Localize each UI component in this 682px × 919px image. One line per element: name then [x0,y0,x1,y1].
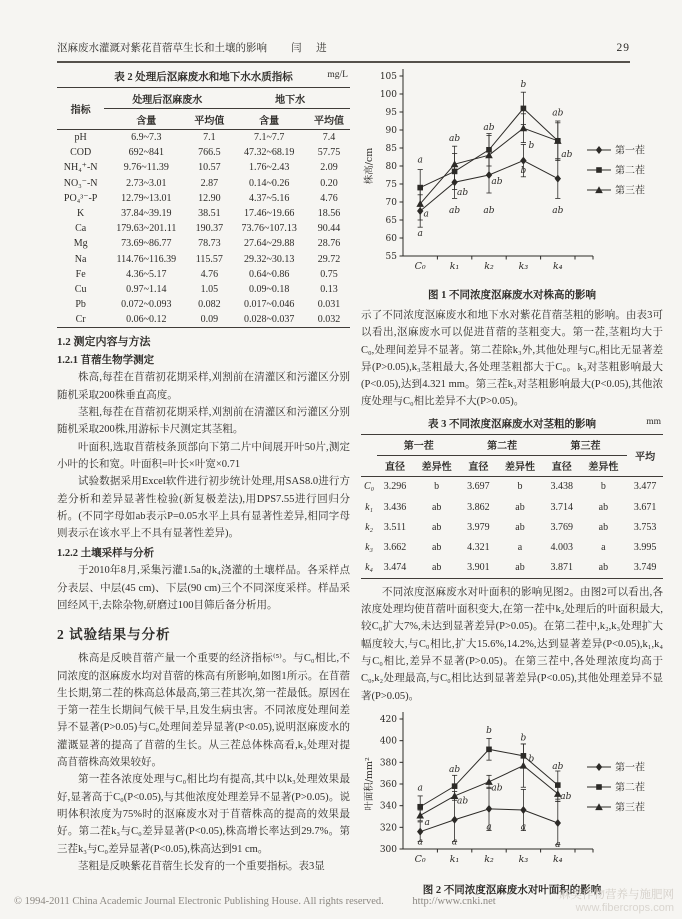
sig-letter: ab [483,123,495,133]
row-label: Pb [75,299,86,311]
table3-head [361,434,663,476]
figure1-caption: 图 1 不同浓度沤麻废水对株高的影响 [428,290,596,301]
y-tick-label: 400 [379,736,397,747]
cell: 12.79~13.01 [121,192,172,204]
sig-letter: ab [552,108,564,119]
legend-label: 第二茬 [615,165,645,177]
x-category-label: k₃ [518,853,529,865]
table3-subheader: 直径 [377,455,413,476]
cell: 4.003 [550,541,573,553]
cell: 4.76 [200,268,219,280]
table3-group-cut2: 第二茬 [460,434,543,455]
row-label: Mg [73,238,88,250]
marker-diamond [417,827,423,835]
cell: 3.862 [467,501,490,513]
sig-letter: a [520,822,527,833]
figure2-line-chart [361,709,663,881]
sig-letter: a [417,155,423,166]
cell: 0.09~0.18 [248,283,290,295]
marker-diamond [596,763,602,771]
marker-triangle [520,124,528,131]
cell: 9.76~11.39 [123,162,169,174]
y-tick-label: 55 [385,252,397,262]
y-tick-label: 340 [379,801,397,812]
cell: 7.4 [322,132,336,144]
cell: 0.97~1.14 [126,283,167,295]
cell: 57.75 [317,147,341,159]
table-row [57,252,350,267]
cell: 114.76~116.39 [116,253,177,265]
sig-letter: b [528,754,535,765]
heading-2: 2 试验结果与分析 [57,627,171,643]
cell: ab [598,521,609,533]
y-tick-label: 90 [385,126,397,136]
cell: 3.871 [550,562,573,574]
cell: 0.64~0.86 [248,268,290,280]
table-row [57,191,350,206]
paragraph: 茎粗,每茬在苜蓿初花期采样,刈割前在清灌区和污灌区分别随机采取200株,用游标卡尺测定其茎粗。 [57,407,350,436]
cell: 27.64~29.88 [243,238,295,250]
row-label: Ca [75,223,87,235]
cell: ab [598,562,609,574]
cell: b [434,481,440,493]
cell: 10.57 [198,162,221,174]
cell: 2.87 [200,177,219,189]
cell: 0.031 [317,299,341,311]
cell: 2.73~3.01 [126,177,167,189]
cell: 3.901 [467,562,490,574]
x-category-label: k₂ [484,261,494,272]
cell: 3.662 [383,541,407,553]
cell: 3.995 [633,541,657,553]
sig-letter: b [528,141,535,151]
marker-diamond [596,146,602,154]
row-label: k₃ [365,541,374,553]
x-category-label: k₃ [518,261,529,272]
row-label: pH [74,132,87,144]
table-row [361,497,663,517]
table2-subheader: 含量 [230,109,308,130]
cell: 179.63~201.11 [116,223,177,235]
cell: ab [431,521,442,533]
cell: 0.20 [320,177,338,189]
marker-diamond [520,806,526,814]
table3-body [361,476,663,578]
table3-subheader: 差异性 [496,455,544,476]
cell: ab [431,562,442,574]
page-number: 29 [616,42,630,54]
cell: 0.75 [320,268,338,280]
y-tick-label: 105 [379,72,397,82]
cell: 3.749 [633,562,657,574]
cell: 3.477 [633,481,657,493]
cell: 0.072~0.093 [121,299,172,311]
legend-label: 第二茬 [615,782,645,794]
table2-subheader: 含量 [104,109,188,130]
x-category-label: k₁ [449,853,460,865]
cell: 29.72 [317,253,341,265]
marker-square [521,106,527,112]
cell: 90.44 [317,223,341,235]
cell: 0.017~0.046 [243,299,295,311]
sig-letter: a [417,837,423,848]
watermark-site-url: www.fibercrops.com [575,902,674,914]
table3-subheader: 直径 [460,455,496,476]
table2-subheader: 平均值 [188,109,230,130]
sig-letter: ab [449,205,461,216]
cell: 28.76 [317,238,341,250]
sig-letter: a [417,229,423,240]
cell: 0.09 [200,314,219,326]
cell: 3.511 [383,521,407,533]
table3-avg-header: 平均 [627,434,663,476]
cell: 4.321 [467,541,490,553]
table-row [57,206,350,221]
legend-label: 第三茬 [615,802,645,814]
table-row [57,297,350,312]
marker-diamond [555,175,561,183]
footer [14,896,496,907]
cell: 4.76 [320,192,338,204]
figure1-line-chart [361,60,663,286]
cell: 0.082 [198,299,221,311]
figure2-caption: 图 2 不同浓度沤麻废水对叶面积的影响 [422,884,602,896]
sig-letter: a [451,837,458,848]
cell: 115.57 [195,253,223,265]
row-label: k₄ [365,562,374,574]
author-name: 闫 进 [291,43,333,54]
sig-letter: ab [491,177,503,187]
marker-diamond [451,816,457,824]
marker-square [596,167,602,173]
marker-diamond [520,157,526,165]
row-label: Cu [74,283,87,295]
cell: 7.1~7.7 [253,132,285,144]
cell: 0.14~0.26 [248,177,290,189]
cell: 37.84~39.19 [121,208,172,220]
x-category-label: C₀ [414,261,426,272]
cell: 29.32~30.13 [243,253,295,265]
table3-subheader: 直径 [544,455,580,476]
table2-caption-text: 表 2 处理后沤麻废水和地下水水质指标 [114,72,293,83]
marker-triangle [520,762,528,769]
cell: 7.1 [203,132,216,144]
sig-letter: a [486,822,492,833]
cell: 6.9~7.3 [131,132,162,144]
row-label: COD [70,147,92,159]
cell: 47.32~68.19 [243,147,295,159]
cell: 3.438 [550,481,573,493]
cell: 0.032 [317,314,341,326]
sig-letter: b [520,733,527,744]
y-tick-label: 85 [385,144,397,154]
sig-letter: ab [552,761,564,772]
cell: a [517,541,523,553]
y-axis-title: 叶面积/mm² [364,757,375,811]
cell: 766.5 [198,147,221,159]
row-label: C₀ [363,481,375,493]
sig-letter: a [424,817,430,828]
sig-letter: ab [457,187,469,198]
table3-unit: mm [646,416,661,427]
table-row [57,176,350,191]
table-row [361,537,663,557]
row-label: Cr [75,314,86,326]
table-row [57,145,350,160]
marker-triangle [416,811,424,818]
cell: 4.37~5.16 [248,192,290,204]
cell: 1.76~2.43 [248,162,290,174]
table3-caption [361,416,663,431]
paragraph: 叶面积,选取苜蓿枝条顶部向下第二片中间展开叶50片,测定小叶的长和宽。叶面积=叶长×叶宽×0.71 [57,441,350,470]
paragraph: 不同浓度沤麻废水对叶面积的影响见图2。由图2可以看出,各浓度处理均使苜蓿叶面积变大,在第一茬中k₂处理后的叶面积最大,较C₀扩大7%,未达到显著差异(P>0.05)。在第二茬中,k₂,k₃处理扩大幅度较大,与C₀相比,扩大15.6%,14.2%,达到显著差异(P<0.05),k₁,k₄与C₀相比,差异不显著(P>0.05)。在第三茬中,各处理浓度均高于C₀,k₂处理最高,与C₀相比达到显著差异(P<0.05),其他处理差异不显著(P>0.05)。 [361,586,663,702]
figure2 [361,709,663,897]
table2-head [57,88,350,130]
paragraph: 茎粗是反映紫花苜蓿生长发育的一个重要指标。表3显 [78,860,325,872]
x-category-label: k₄ [553,853,563,865]
table-row [361,476,663,497]
paragraph: 株高,每茬在苜蓿初花期采样,刈割前在清灌区和污灌区分别随机采取200株垂直高度。 [57,372,350,401]
row-label: PO₄³⁻-P [63,192,98,204]
cell: ab [515,521,525,533]
cell: 17.46~19.66 [243,208,295,220]
table2-caption [57,69,350,84]
cell: a [601,541,606,553]
sig-letter: ab [561,150,573,160]
y-tick-label: 60 [385,234,397,244]
cell: 73.69~86.77 [121,238,172,250]
cell: ab [515,501,525,513]
figure1 [361,60,663,302]
y-tick-label: 75 [385,180,397,190]
cell: 3.979 [467,521,490,533]
row-label: K [77,208,85,220]
table-row [57,130,350,146]
table3-subheader: 差异性 [413,455,461,476]
sig-letter: ab [457,796,469,807]
sig-letter: ab [491,783,503,794]
table3-group-cut3: 第三茬 [544,434,627,455]
table3-subheader: 差异性 [580,455,628,476]
row-label: k₁ [365,501,374,513]
cell: 0.028~0.037 [243,314,295,326]
y-tick-label: 80 [385,162,397,172]
marker-square [452,783,458,789]
cell: 38.51 [198,208,221,220]
x-category-label: k₂ [484,853,494,865]
cnki-url: http://www.cnki.net [412,896,496,907]
sig-letter: a [423,209,429,220]
heading-1-2: 1.2 测定内容与方法 [57,336,151,349]
sig-letter: a [417,783,423,794]
table2-subheader: 平均值 [308,109,350,130]
sig-letter: b [520,79,527,90]
cell: 73.76~107.13 [241,223,297,235]
table-row [57,267,350,282]
cell: 3.697 [467,481,490,493]
cell: 3.474 [383,562,407,574]
marker-diamond [486,805,492,813]
table-water-quality [57,87,350,328]
sig-letter: b [486,725,492,736]
table2-group-groundwater: 地下水 [230,88,350,109]
y-tick-label: 420 [379,714,397,725]
marker-square [417,804,423,810]
row-label: Fe [75,268,86,280]
y-tick-label: 70 [385,198,397,208]
sig-letter: ab [449,133,461,144]
marker-square [596,784,602,790]
y-tick-label: 360 [379,779,397,790]
table-row [57,236,350,251]
paragraph: 株高是反映苜蓿产量一个重要的经济指标⁽⁵⁾。与C₀相比,不同浓度的沤麻废水均对苜蓿的株高有所影响,如图1所示。在苜蓿生长期,第二茬的株高总体最高,第三茬其次,第一茬最低。原因在于第一茬生长期间气候干旱,且发生病虫害。不同浓度处理间差异不显著(P>0.05)与C₀处理间差异显著(P<0.05),说明沤麻废水的灌溉显著的提高了苜蓿的生长。从三茬总体株高看,k₃处理对提高苜蓿株高效果较好。 [57,653,350,769]
cell: 3.296 [383,481,407,493]
sig-letter: ab [560,791,572,802]
sig-letter: ab [552,205,564,216]
cell: 2.09 [320,162,338,174]
x-category-label: C₀ [414,853,426,865]
row-label: NO₃⁻-N [63,177,98,189]
cell: 78.73 [198,238,221,250]
table-row [57,160,350,175]
paragraph: 示了不同浓度沤麻废水和地下水对紫花苜蓿茎粗的影响。由表3可以看出,沤麻废水可以促进苜蓿的茎粗变大。第一茬,茎粗均大于C₀,处理间差异不显著。第二茬除k₃外,其他处理与C₀相比无显著差异(P>0.05),k₃茎粗最大,各处理茎粗都大于C₀。k₃对茎粗影响最大(P<0.05),达到4.321 mm。第三茬k₃对茎粗影响最大(P<0.05),其他浓度处理与C₀相比差异不大(P>0.05)。 [361,310,663,408]
legend-label: 第一茬 [615,145,645,157]
table2-group-wastewater: 处理后沤麻废水 [104,88,230,109]
cell: ab [431,501,442,513]
y-tick-label: 100 [379,90,397,100]
cell: ab [598,501,609,513]
copyright-text: © 1994-2011 China Academic Journal Electronic Publishing House. All rights reserved. [14,896,384,907]
table3-group-cut1: 第一茬 [377,434,460,455]
table-row [57,221,350,236]
cell: 1.05 [200,283,219,295]
cell: 692~841 [128,147,165,159]
table2-body [57,130,350,328]
table-stem-diameter [361,434,663,579]
marker-diamond [555,819,561,827]
paragraph: 于2010年8月,采集污灌1.5a的k₄浇灌的土壤样品。各采样点分表层、中层(45 cm)、下层(90 cm)三个不同深度采样。样品采回经风干,去除杂物,研磨过100目筛后备分析用。 [57,565,350,611]
cell: 3.753 [633,521,657,533]
cell: ab [515,562,525,574]
sig-letter: a [555,839,561,850]
legend-label: 第三茬 [615,185,645,197]
cell: 0.13 [320,283,338,295]
y-tick-label: 380 [379,758,397,769]
cell: 4.36~5.17 [126,268,167,280]
cell: 3.714 [550,501,573,513]
table-row [57,282,350,297]
right-column [361,60,663,897]
cell: 0.06~0.12 [126,314,167,326]
cell: 18.56 [317,208,341,220]
table-row [361,517,663,537]
left-column [57,66,350,875]
cell: ab [431,541,442,553]
table2-index-header: 指标 [57,88,104,130]
sig-letter: b [520,166,527,177]
paragraph: 试验数据采用Excel软件进行初步统计处理,用SAS8.0进行方差分析和差异显著性检验(新复极差法),用DPS7.55进行回归分析。(不同字母如ab表示P=0.05水平上具有显著性差异,相同字母则表示在该水平上不具有显著性差异)。 [57,476,350,540]
table2-unit: mg/L [327,70,348,80]
watermark-site-name: 麻类作物营养与施肥网 [559,889,674,901]
row-label: NH₄⁺-N [63,162,98,174]
cell: 3.671 [633,501,657,513]
heading-1-2-2: 1.2.2 土壤采样与分析 [57,548,155,560]
table-row [57,312,350,328]
running-title: 沤麻废水灌溉对紫花苜蓿草生长和土壤的影响 [57,43,267,54]
cell: 3.436 [383,501,407,513]
cell: b [517,481,523,493]
cell: b [600,481,606,493]
y-axis-title: 株高/cm [364,147,375,185]
cell: 12.90 [198,192,221,204]
table3-caption-text: 表 3 不同浓度沤麻废水对茎粗的影响 [428,418,596,430]
paragraph: 第一茬各浓度处理与C₀相比均有提高,其中以k₃处理效果最好,显著高于C₀(P<0.05),与其他浓度处理差异不显著(P>0.05)。说明体积浓度为75%时的沤麻废水对于苜蓿株高的提高的效果最好。第二茬k₃与C₀差异显著(P<0.05),株高增长率达到29.7%。第三茬k₃与C₀差异显著(P<0.05),株高达到91 cm。 [57,774,350,855]
sig-letter: ab [449,764,461,775]
y-tick-label: 300 [379,844,397,855]
marker-square [486,746,492,752]
y-tick-label: 65 [385,216,397,226]
y-tick-label: 95 [385,108,397,118]
table-row [361,558,663,579]
row-label: Na [74,253,87,265]
y-tick-label: 320 [379,823,397,834]
table3-index-header [361,434,377,476]
cell: 190.37 [195,223,224,235]
cell: 3.769 [550,521,573,533]
x-category-label: k₄ [553,261,563,272]
row-label: k₂ [365,521,374,533]
heading-1-2-1: 1.2.1 苜蓿生物学测定 [57,355,155,367]
x-category-label: k₁ [449,261,460,272]
legend-label: 第一茬 [615,762,645,774]
watermark [559,889,674,915]
sig-letter: ab [483,205,495,216]
